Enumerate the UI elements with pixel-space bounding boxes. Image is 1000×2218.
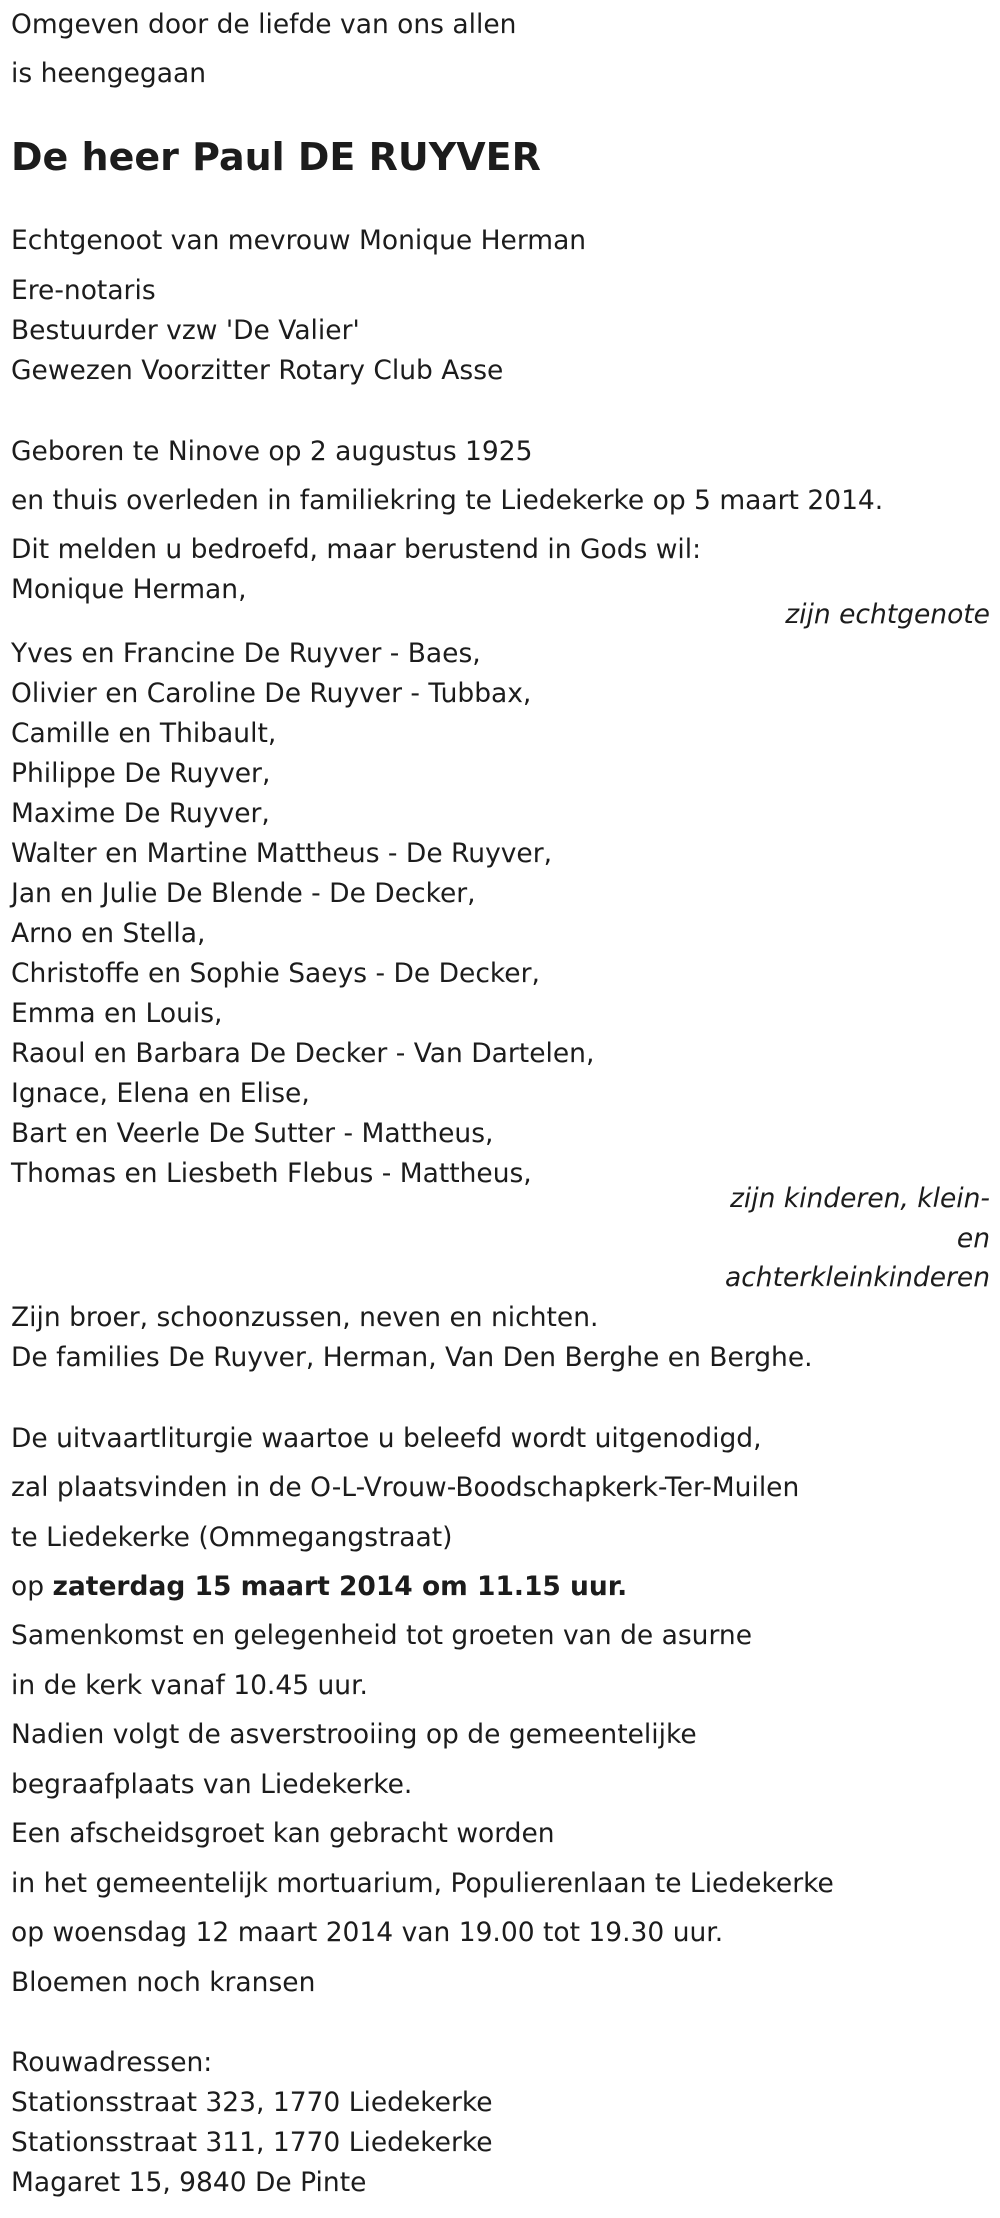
family-member: Ignace, Elena en Elise, bbox=[11, 1078, 310, 1109]
spouse-role: zijn echtgenote bbox=[785, 599, 990, 630]
children-role-line-3: achterkleinkinderen bbox=[725, 1262, 990, 1293]
family-member: Raoul en Barbara De Decker - Van Dartelen, bbox=[11, 1038, 595, 1069]
children-role-line-1: zijn kinderen, klein- bbox=[729, 1183, 990, 1214]
family-member: Christoffe en Sophie Saeys - De Decker, bbox=[11, 958, 540, 989]
intro-line-2: is heengegaan bbox=[11, 58, 207, 89]
funeral-line-8: begraafplaats van Liedekerke. bbox=[11, 1769, 413, 1800]
funeral-line-6: in de kerk vanaf 10.45 uur. bbox=[11, 1670, 368, 1701]
family-member: Philippe De Ruyver, bbox=[11, 758, 271, 789]
death-line: en thuis overleden in familiekring te Liedekerke op 5 maart 2014. bbox=[11, 485, 884, 516]
family-member: Yves en Francine De Ruyver - Baes, bbox=[11, 638, 481, 669]
addresses-heading: Rouwadressen: bbox=[11, 2047, 213, 2078]
announcement-intro: Dit melden u bedroefd, maar berustend in Gods wil: bbox=[11, 534, 702, 565]
family-member: Olivier en Caroline De Ruyver - Tubbax, bbox=[11, 678, 532, 709]
funeral-date: zaterdag 15 maart 2014 om 11.15 uur. bbox=[52, 1571, 628, 1602]
address-item: Stationsstraat 323, 1770 Liedekerke bbox=[11, 2087, 493, 2118]
relatives-line-1: Zijn broer, schoonzussen, neven en nichten. bbox=[11, 1302, 599, 1333]
funeral-line-10: in het gemeentelijk mortuarium, Populierenlaan te Liedekerke bbox=[11, 1868, 834, 1899]
address-item: Stationsstraat 311, 1770 Liedekerke bbox=[11, 2127, 493, 2158]
funeral-line-9: Een afscheidsgroet kan gebracht worden bbox=[11, 1818, 555, 1849]
family-member: Bart en Veerle De Sutter - Mattheus, bbox=[11, 1118, 494, 1149]
funeral-line-11: op woensdag 12 maart 2014 van 19.00 tot 19.30 uur. bbox=[11, 1917, 724, 1948]
funeral-line-5: Samenkomst en gelegenheid tot groeten van de asurne bbox=[11, 1620, 753, 1651]
family-member: Thomas en Liesbeth Flebus - Mattheus, bbox=[11, 1158, 532, 1189]
family-member: Maxime De Ruyver, bbox=[11, 798, 270, 829]
children-role-line-2: en bbox=[956, 1223, 990, 1254]
intro-line-1: Omgeven door de liefde van ons allen bbox=[11, 9, 517, 40]
address-item: Magaret 15, 9840 De Pinte bbox=[11, 2167, 367, 2198]
funeral-line-2: zal plaatsvinden in de O-L-Vrouw-Boodschapkerk-Ter-Muilen bbox=[11, 1472, 800, 1503]
funeral-line-7: Nadien volgt de asverstrooiing op de gemeentelijke bbox=[11, 1719, 697, 1750]
family-member: Arno en Stella, bbox=[11, 918, 206, 949]
funeral-line-1: De uitvaartliturgie waartoe u beleefd wordt uitgenodigd, bbox=[11, 1423, 762, 1454]
family-member: Emma en Louis, bbox=[11, 998, 223, 1029]
title-line-3: Gewezen Voorzitter Rotary Club Asse bbox=[11, 355, 504, 386]
spouse-name: Monique Herman, bbox=[11, 574, 247, 605]
family-member: Camille en Thibault, bbox=[11, 718, 277, 749]
family-member: Walter en Martine Mattheus - De Ruyver, bbox=[11, 838, 553, 869]
title-line-1: Ere-notaris bbox=[11, 275, 156, 306]
spouse-line: Echtgenoot van mevrouw Monique Herman bbox=[11, 225, 587, 256]
family-member: Jan en Julie De Blende - De Decker, bbox=[11, 878, 476, 909]
funeral-date-line bbox=[11, 1571, 628, 1602]
flowers-line: Bloemen noch kransen bbox=[11, 1967, 316, 1998]
funeral-date-prefix: op bbox=[11, 1571, 53, 1602]
birth-line: Geboren te Ninove op 2 augustus 1925 bbox=[11, 436, 533, 467]
title-line-2: Bestuurder vzw 'De Valier' bbox=[11, 315, 360, 346]
deceased-name: De heer Paul DE RUYVER bbox=[11, 135, 541, 179]
relatives-line-2: De families De Ruyver, Herman, Van Den Berghe en Berghe. bbox=[11, 1342, 813, 1373]
funeral-line-3: te Liedekerke (Ommegangstraat) bbox=[11, 1522, 453, 1553]
